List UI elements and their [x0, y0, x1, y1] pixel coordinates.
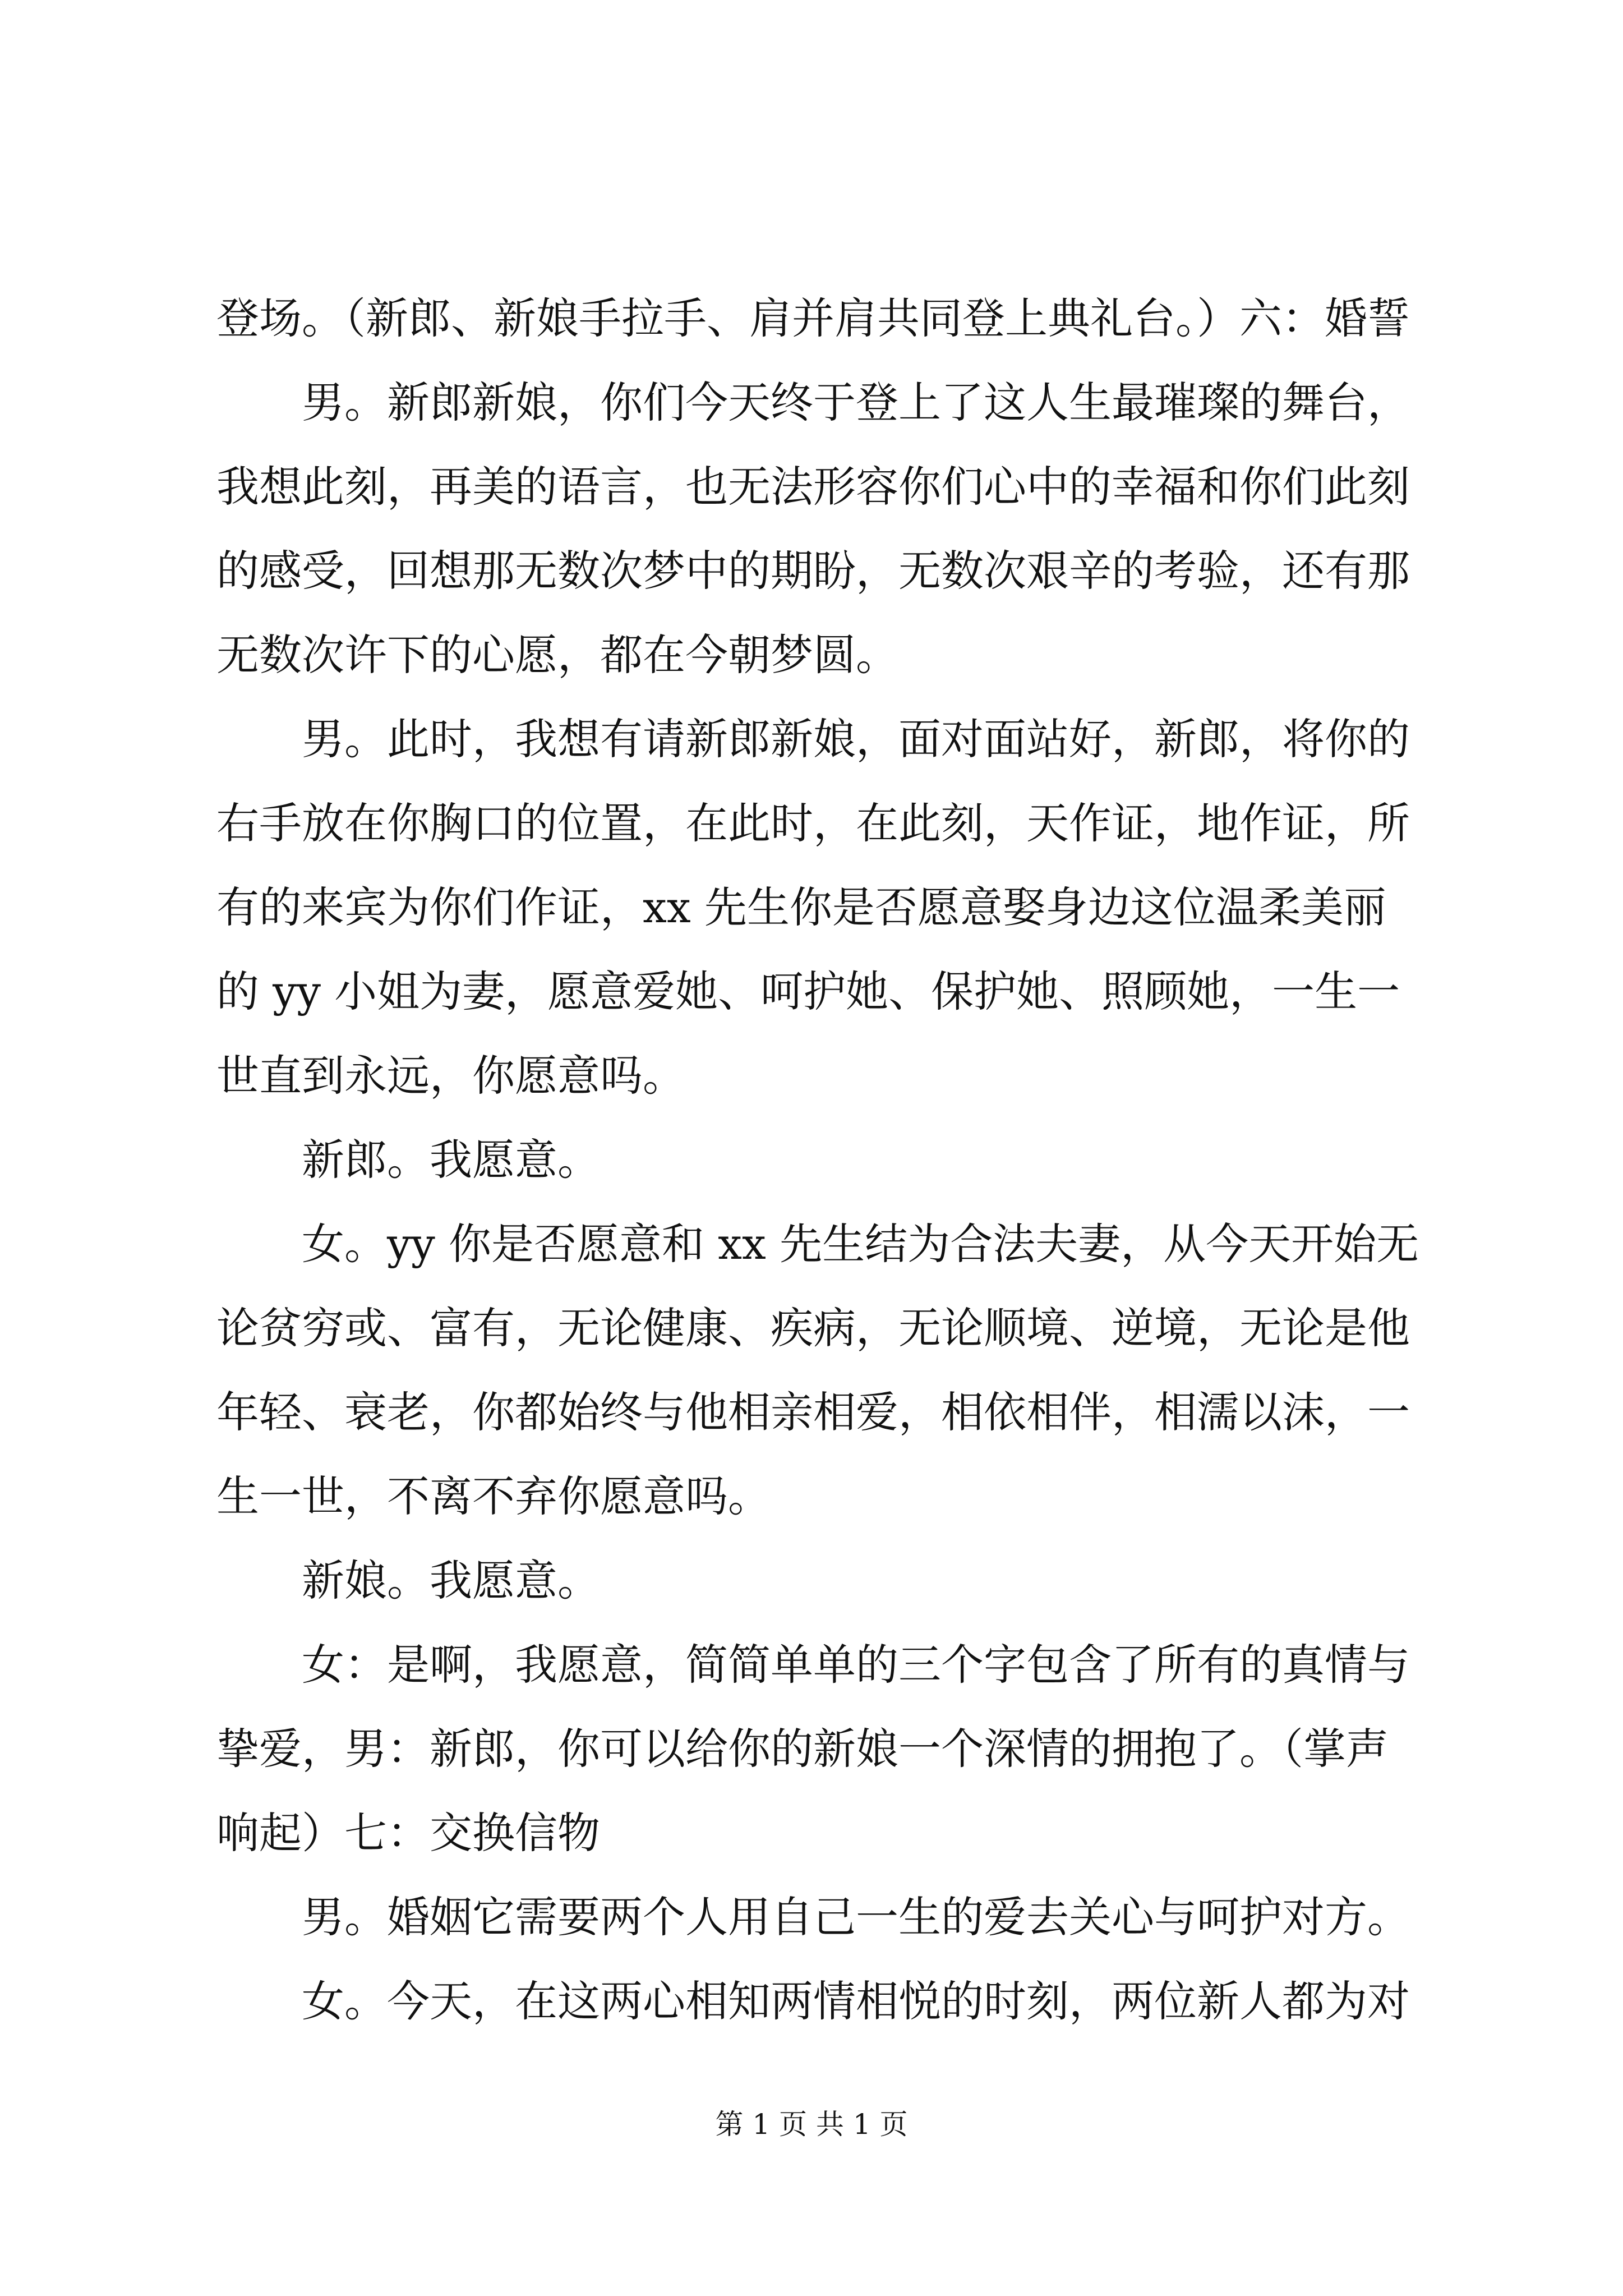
text-line: 我想此刻，再美的语言，也无法形容你们心中的幸福和你们此刻 [216, 462, 1410, 512]
text-line: 世直到永远，你愿意吗。 [216, 1051, 685, 1101]
text-line: 新郎。我愿意。 [216, 1135, 600, 1185]
text-line: 论贫穷或、富有，无论健康、疾病，无论顺境、逆境，无论是他 [216, 1303, 1410, 1353]
text-line: 新娘。我愿意。 [216, 1556, 600, 1605]
text-line: 无数次许下的心愿，都在今朝梦圆。 [216, 630, 898, 680]
text-line: 挚爱，男：新郎，你可以给你的新娘一个深情的拥抱了。（掌声 [216, 1724, 1389, 1774]
text-line: 男。婚姻它需要两个人用自己一生的爱去关心与呵护对方。 [216, 1892, 1410, 1942]
text-line: 女：是啊，我愿意，简简单单的三个字包含了所有的真情与 [216, 1640, 1410, 1690]
text-line: 的 yy 小姐为妻，愿意爱她、呵护她、保护她、照顾她，一生一 [216, 967, 1400, 1016]
page-number-footer: 第 1 页 共 1 页 [715, 2108, 908, 2141]
text-line: 右手放在你胸口的位置，在此时，在此刻，天作证，地作证，所 [216, 798, 1410, 848]
text-line: 女。今天，在这两心相知两情相悦的时刻，两位新人都为对 [216, 1976, 1410, 2026]
text-line: 的感受，回想那无数次梦中的期盼，无数次艰辛的考验，还有那 [216, 546, 1410, 596]
text-line: 生一世，不离不弃你愿意吗。 [216, 1471, 771, 1521]
text-line: 女。yy 你是否愿意和 xx 先生结为合法夫妻，从今天开始无 [216, 1219, 1419, 1269]
text-line: 响起）七：交换信物 [216, 1808, 600, 1858]
text-line: 男。新郎新娘，你们今天终于登上了这人生最璀璨的舞台， [216, 378, 1410, 427]
text-line: 年轻、衰老，你都始终与他相亲相爱，相依相伴，相濡以沫，一 [216, 1387, 1410, 1437]
text-line: 有的来宾为你们作证，xx 先生你是否愿意娶身边这位温柔美丽 [216, 882, 1386, 932]
text-line: 男。此时，我想有请新郎新娘，面对面站好，新郎，将你的 [216, 714, 1410, 764]
text-line: 登场。（新郎、新娘手拉手、肩并肩共同登上典礼台。）六：婚誓 [216, 293, 1410, 343]
